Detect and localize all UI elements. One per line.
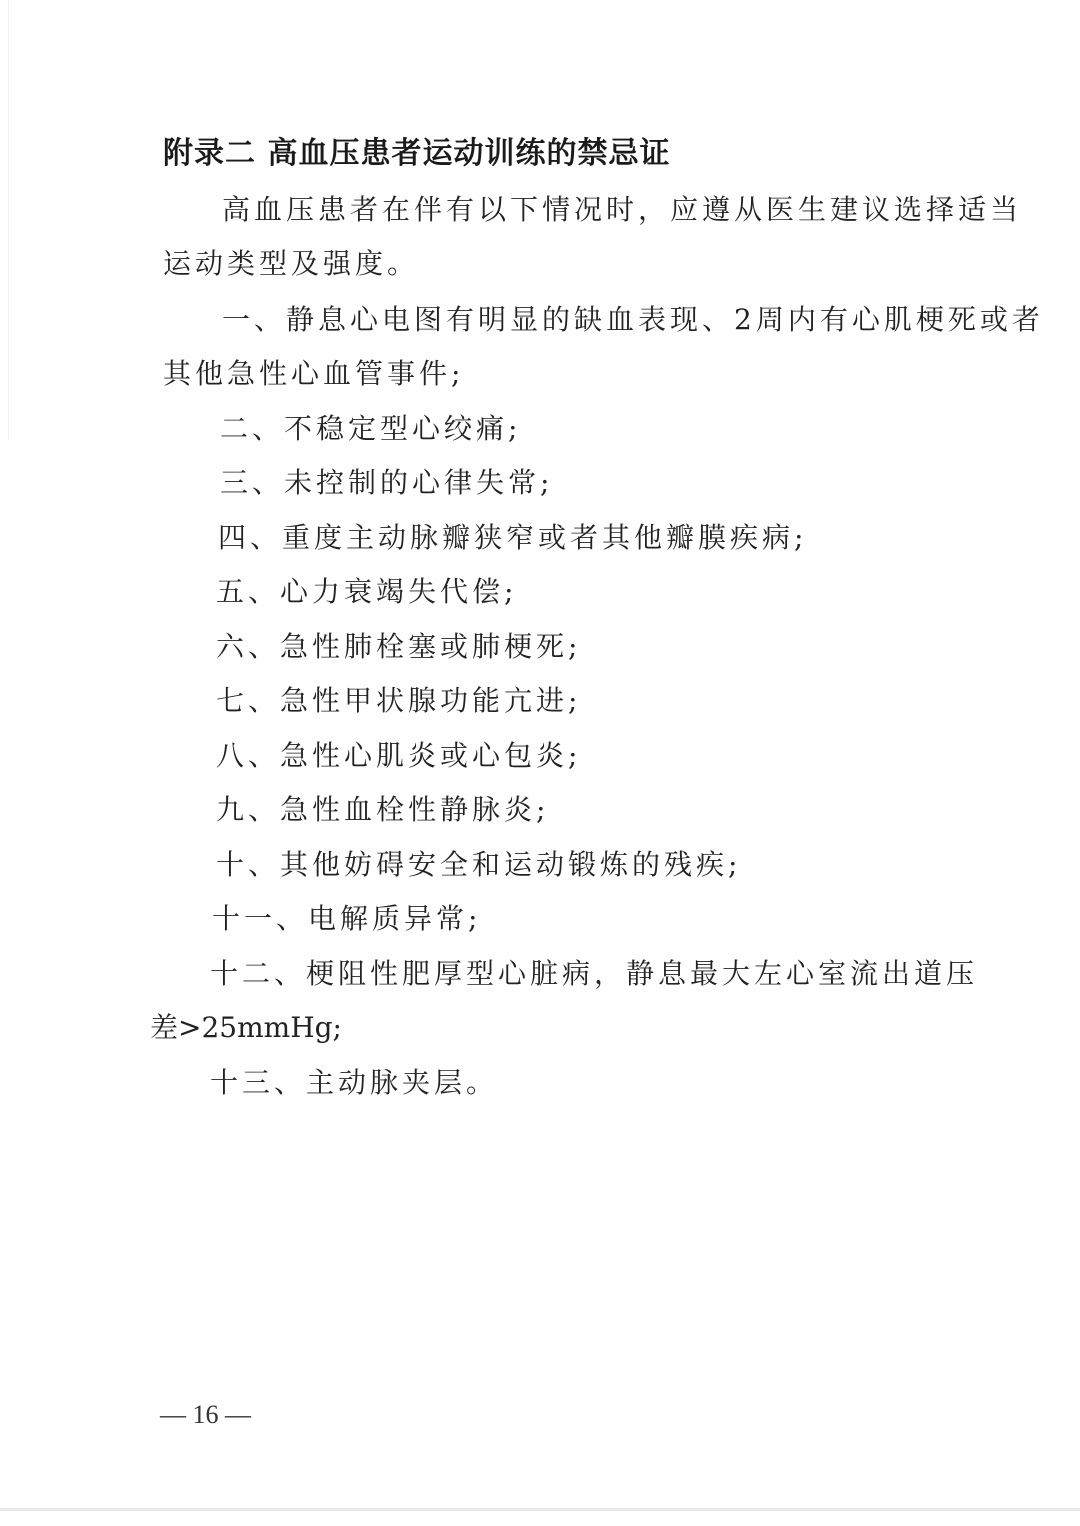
item-8: 八、急性心肌炎或心包炎; (216, 739, 582, 772)
appendix-heading: 附录二 高血压患者运动训练的禁忌证 (163, 136, 671, 171)
page-number: — 16 — (160, 1400, 251, 1429)
intro-line-2: 运动类型及强度。 (163, 247, 420, 280)
intro-line-1: 高血压患者在伴有以下情况时，应遵从医生建议选择适当 (222, 193, 1023, 226)
item-5: 五、心力衰竭失代偿; (216, 575, 518, 608)
item-7: 七、急性甲状腺功能亢进; (216, 684, 582, 717)
item-12-line-1: 十二、梗阻性肥厚型心脏病，静息最大左心室流出道压 (210, 957, 979, 990)
item-3: 三、未控制的心律失常; (220, 466, 554, 499)
scan-edge-line (8, 0, 9, 440)
scan-bottom-edge (0, 1508, 1080, 1511)
item-12-line-2: 差>25mmHg; (150, 1011, 342, 1044)
item-10: 十、其他妨碍安全和运动锻炼的残疾; (216, 848, 742, 881)
item-1-line-1: 一、静息心电图有明显的缺血表现、2周内有心肌梗死或者 (222, 303, 1044, 336)
item-6: 六、急性肺栓塞或肺梗死; (216, 630, 582, 663)
item-2: 二、不稳定型心绞痛; (220, 412, 522, 445)
item-11: 十一、电解质异常; (212, 902, 482, 935)
item-13: 十三、主动脉夹层。 (210, 1066, 499, 1099)
item-4: 四、重度主动脉瓣狭窄或者其他瓣膜疾病; (218, 521, 808, 554)
item-1-line-2: 其他急性心血管事件; (163, 357, 465, 390)
item-9: 九、急性血栓性静脉炎; (216, 793, 550, 826)
